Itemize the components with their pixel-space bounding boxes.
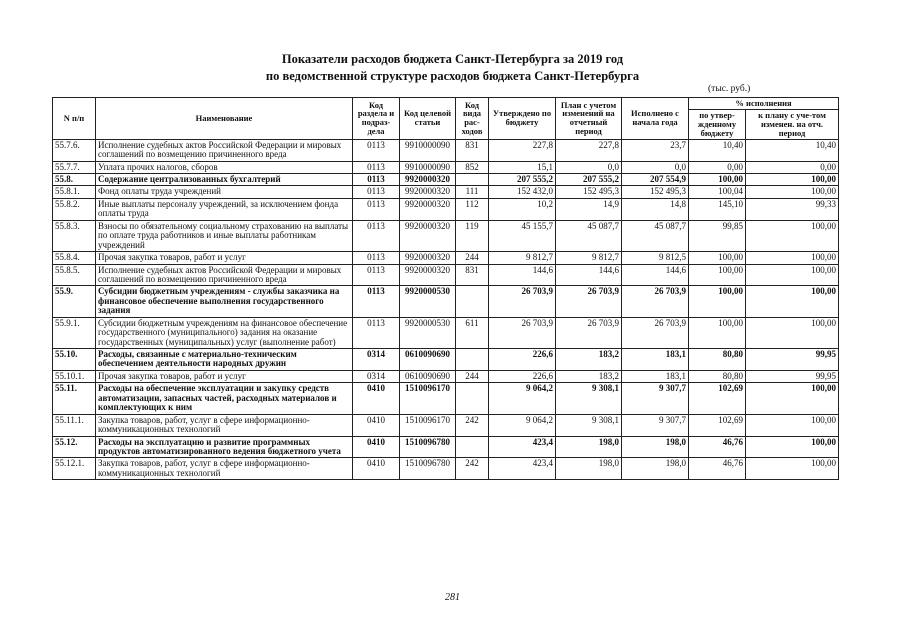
row-pct-budget: 100,00 [689, 317, 746, 348]
row-type: 852 [456, 161, 489, 173]
row-section: 0113 [353, 286, 400, 317]
row-target: 9920000320 [400, 264, 456, 286]
row-approved: 26 703,9 [489, 317, 556, 348]
row-section: 0113 [353, 139, 400, 161]
row-target: 1510096780 [400, 436, 456, 458]
row-plan: 198,0 [556, 458, 622, 480]
row-done: 26 703,9 [622, 286, 689, 317]
row-section: 0113 [353, 161, 400, 173]
row-pct-plan: 100,00 [746, 436, 839, 458]
row-approved: 226,6 [489, 349, 556, 371]
row-name: Прочая закупка товаров, работ и услуг [96, 252, 353, 264]
row-num: 55.8.1. [53, 186, 96, 198]
row-section: 0113 [353, 264, 400, 286]
row-pct-plan: 99,95 [746, 349, 839, 371]
row-type [456, 286, 489, 317]
row-done: 45 087,7 [622, 220, 689, 251]
row-target: 9920000320 [400, 252, 456, 264]
col-header-plan: План с учетом изменений на отчетный период [556, 98, 622, 140]
row-plan: 207 555,2 [556, 174, 622, 186]
row-pct-plan: 100,00 [746, 383, 839, 414]
row-approved: 9 064,2 [489, 414, 556, 436]
row-name: Уплата прочих налогов, сборов [96, 161, 353, 173]
row-plan: 14,9 [556, 198, 622, 220]
table-row [53, 139, 839, 161]
row-num: 55.7.7. [53, 161, 96, 173]
row-section: 0113 [353, 186, 400, 198]
row-name: Закупка товаров, работ, услуг в сфере информационно-коммуникационных технологий [96, 414, 353, 436]
row-type: 244 [456, 370, 489, 382]
row-name: Исполнение судебных актов Российской Федерации и мировых соглашений по возмещению причиненного вреда [96, 139, 353, 161]
row-plan: 26 703,9 [556, 317, 622, 348]
row-name: Взносы по обязательному социальному страхованию на выплаты по оплате труда работников и иные выплаты работникам учреждений [96, 220, 353, 251]
row-plan: 183,2 [556, 370, 622, 382]
row-pct-plan: 0,00 [746, 161, 839, 173]
row-num: 55.9. [53, 286, 96, 317]
row-name: Исполнение судебных актов Российской Федерации и мировых соглашений по возмещению причиненного вреда [96, 264, 353, 286]
row-type: 244 [456, 252, 489, 264]
row-target: 9920000530 [400, 317, 456, 348]
table-row [53, 220, 839, 251]
row-approved: 9 812,7 [489, 252, 556, 264]
row-type: 831 [456, 264, 489, 286]
col-header-num: N п/п [53, 98, 96, 140]
row-done: 14,8 [622, 198, 689, 220]
row-target: 9920000320 [400, 220, 456, 251]
col-header-approved: Утверждено по бюджету [489, 98, 556, 140]
row-num: 55.9.1. [53, 317, 96, 348]
table-row [53, 383, 839, 414]
row-done: 198,0 [622, 458, 689, 480]
row-approved: 45 155,7 [489, 220, 556, 251]
row-num: 55.8.4. [53, 252, 96, 264]
row-approved: 152 432,0 [489, 186, 556, 198]
row-type: 111 [456, 186, 489, 198]
row-plan: 152 495,3 [556, 186, 622, 198]
row-num: 55.10. [53, 349, 96, 371]
row-pct-plan: 100,00 [746, 252, 839, 264]
row-type [456, 383, 489, 414]
row-pct-plan: 100,00 [746, 286, 839, 317]
row-num: 55.11.1. [53, 414, 96, 436]
table-row [53, 458, 839, 480]
row-num: 55.12.1. [53, 458, 96, 480]
row-approved: 423,4 [489, 458, 556, 480]
table-row [53, 317, 839, 348]
row-done: 183,1 [622, 349, 689, 371]
col-header-pct-plan: к плану с уче-том изменен. на отч. период [746, 109, 839, 139]
row-pct-budget: 99,85 [689, 220, 746, 251]
row-target: 9920000320 [400, 186, 456, 198]
row-name: Расходы, связанные с материально-техническим обеспечением деятельности народных дружин [96, 349, 353, 371]
row-pct-plan: 100,00 [746, 458, 839, 480]
row-num: 55.11. [53, 383, 96, 414]
row-type: 611 [456, 317, 489, 348]
row-plan: 9 308,1 [556, 383, 622, 414]
row-approved: 10,2 [489, 198, 556, 220]
row-section: 0410 [353, 414, 400, 436]
table-row [53, 198, 839, 220]
row-done: 207 554,9 [622, 174, 689, 186]
row-section: 0410 [353, 458, 400, 480]
row-done: 198,0 [622, 436, 689, 458]
row-pct-budget: 80,80 [689, 349, 746, 371]
row-approved: 227,8 [489, 139, 556, 161]
row-pct-plan: 100,00 [746, 174, 839, 186]
row-done: 23,7 [622, 139, 689, 161]
row-section: 0314 [353, 370, 400, 382]
row-num: 55.8.3. [53, 220, 96, 251]
row-plan: 26 703,9 [556, 286, 622, 317]
row-type: 119 [456, 220, 489, 251]
row-plan: 144,6 [556, 264, 622, 286]
row-section: 0113 [353, 252, 400, 264]
col-header-type: Код вида рас-ходов [456, 98, 489, 140]
row-approved: 26 703,9 [489, 286, 556, 317]
row-pct-budget: 0,00 [689, 161, 746, 173]
row-name: Субсидии бюджетным учреждениям - службы заказчика на финансовое обеспечение выполнения государственного задания [96, 286, 353, 317]
row-target: 1510096170 [400, 414, 456, 436]
table-row [53, 414, 839, 436]
row-name: Фонд оплаты труда учреждений [96, 186, 353, 198]
row-type [456, 349, 489, 371]
row-type: 242 [456, 414, 489, 436]
row-pct-budget: 102,69 [689, 414, 746, 436]
row-done: 0,0 [622, 161, 689, 173]
row-pct-plan: 10,40 [746, 139, 839, 161]
table-row [53, 252, 839, 264]
row-pct-budget: 46,76 [689, 436, 746, 458]
table-row [53, 186, 839, 198]
row-done: 9 307,7 [622, 414, 689, 436]
row-plan: 0,0 [556, 161, 622, 173]
row-section: 0113 [353, 220, 400, 251]
col-header-target: Код целевой статьи [400, 98, 456, 140]
row-pct-plan: 100,00 [746, 264, 839, 286]
row-pct-budget: 46,76 [689, 458, 746, 480]
budget-table [52, 97, 839, 480]
row-type: 112 [456, 198, 489, 220]
col-header-pct-group: % исполнения [689, 98, 839, 110]
row-plan: 9 812,7 [556, 252, 622, 264]
row-section: 0314 [353, 349, 400, 371]
row-num: 55.7.6. [53, 139, 96, 161]
row-target: 9920000320 [400, 174, 456, 186]
table-row [53, 436, 839, 458]
row-plan: 198,0 [556, 436, 622, 458]
row-target: 9910000090 [400, 139, 456, 161]
row-done: 9 812,5 [622, 252, 689, 264]
table-row [53, 161, 839, 173]
row-target: 1510096780 [400, 458, 456, 480]
table-row [53, 264, 839, 286]
row-pct-budget: 145,10 [689, 198, 746, 220]
row-name: Иные выплаты персоналу учреждений, за исключением фонда оплаты труда [96, 198, 353, 220]
row-target: 1510096170 [400, 383, 456, 414]
row-pct-budget: 10,40 [689, 139, 746, 161]
col-header-section: Код раздела и подраз-дела [353, 98, 400, 140]
table-row [53, 174, 839, 186]
row-pct-budget: 100,00 [689, 264, 746, 286]
row-name: Расходы на эксплуатацию и развитие программных продуктов автоматизированного ведения бюджетного учета [96, 436, 353, 458]
row-pct-plan: 100,00 [746, 186, 839, 198]
row-type: 242 [456, 458, 489, 480]
row-plan: 227,8 [556, 139, 622, 161]
row-name: Содержание централизованных бухгалтерий [96, 174, 353, 186]
row-num: 55.8.5. [53, 264, 96, 286]
row-approved: 226,6 [489, 370, 556, 382]
row-name: Расходы на обеспечение эксплуатации и закупку средств автоматизации, запасных частей, расходных материалов и комплектующих к ним [96, 383, 353, 414]
row-approved: 423,4 [489, 436, 556, 458]
header-row [53, 98, 839, 110]
row-done: 152 495,3 [622, 186, 689, 198]
col-header-done: Исполнено с начала года [622, 98, 689, 140]
row-plan: 9 308,1 [556, 414, 622, 436]
row-done: 26 703,9 [622, 317, 689, 348]
row-name: Прочая закупка товаров, работ и услуг [96, 370, 353, 382]
row-name: Закупка товаров, работ, услуг в сфере информационно-коммуникационных технологий [96, 458, 353, 480]
title-line-1: Показатели расходов бюджета Санкт-Петербурга за 2019 год [281, 52, 624, 66]
row-target: 9920000530 [400, 286, 456, 317]
row-num: 55.12. [53, 436, 96, 458]
row-pct-budget: 100,00 [689, 286, 746, 317]
col-header-pct-budget: по утвер-жденному бюджету [689, 109, 746, 139]
row-type: 831 [456, 139, 489, 161]
row-approved: 15,1 [489, 161, 556, 173]
row-pct-plan: 99,95 [746, 370, 839, 382]
row-pct-budget: 102,69 [689, 383, 746, 414]
row-section: 0113 [353, 317, 400, 348]
row-pct-budget: 100,00 [689, 252, 746, 264]
row-section: 0410 [353, 436, 400, 458]
table-row [53, 286, 839, 317]
table-row [53, 349, 839, 371]
col-header-name: Наименование [96, 98, 353, 140]
table-row [53, 370, 839, 382]
row-type [456, 436, 489, 458]
row-section: 0410 [353, 383, 400, 414]
row-approved: 9 064,2 [489, 383, 556, 414]
row-pct-plan: 99,33 [746, 198, 839, 220]
row-type [456, 174, 489, 186]
row-name: Субсидии бюджетным учреждениям на финансовое обеспечение государственного (муниципального) задания на оказание государственных (муниципальных) услуг (выполнение работ) [96, 317, 353, 348]
row-section: 0113 [353, 174, 400, 186]
row-pct-plan: 100,00 [746, 220, 839, 251]
row-target: 9920000320 [400, 198, 456, 220]
row-approved: 207 555,2 [489, 174, 556, 186]
row-done: 144,6 [622, 264, 689, 286]
row-done: 183,1 [622, 370, 689, 382]
row-section: 0113 [353, 198, 400, 220]
row-pct-budget: 100,00 [689, 174, 746, 186]
row-pct-plan: 100,00 [746, 317, 839, 348]
page-number: 281 [445, 592, 460, 603]
unit-label: (тыс. руб.) [708, 84, 751, 94]
row-num: 55.8.2. [53, 198, 96, 220]
row-target: 0610090690 [400, 349, 456, 371]
row-pct-budget: 80,80 [689, 370, 746, 382]
row-plan: 183,2 [556, 349, 622, 371]
row-target: 0610090690 [400, 370, 456, 382]
row-approved: 144,6 [489, 264, 556, 286]
row-target: 9910000090 [400, 161, 456, 173]
row-pct-plan: 100,00 [746, 414, 839, 436]
row-pct-budget: 100,04 [689, 186, 746, 198]
title-line-2: по ведомственной структуре расходов бюджета Санкт-Петербурга [265, 69, 640, 83]
row-plan: 45 087,7 [556, 220, 622, 251]
row-num: 55.10.1. [53, 370, 96, 382]
row-done: 9 307,7 [622, 383, 689, 414]
row-num: 55.8. [53, 174, 96, 186]
